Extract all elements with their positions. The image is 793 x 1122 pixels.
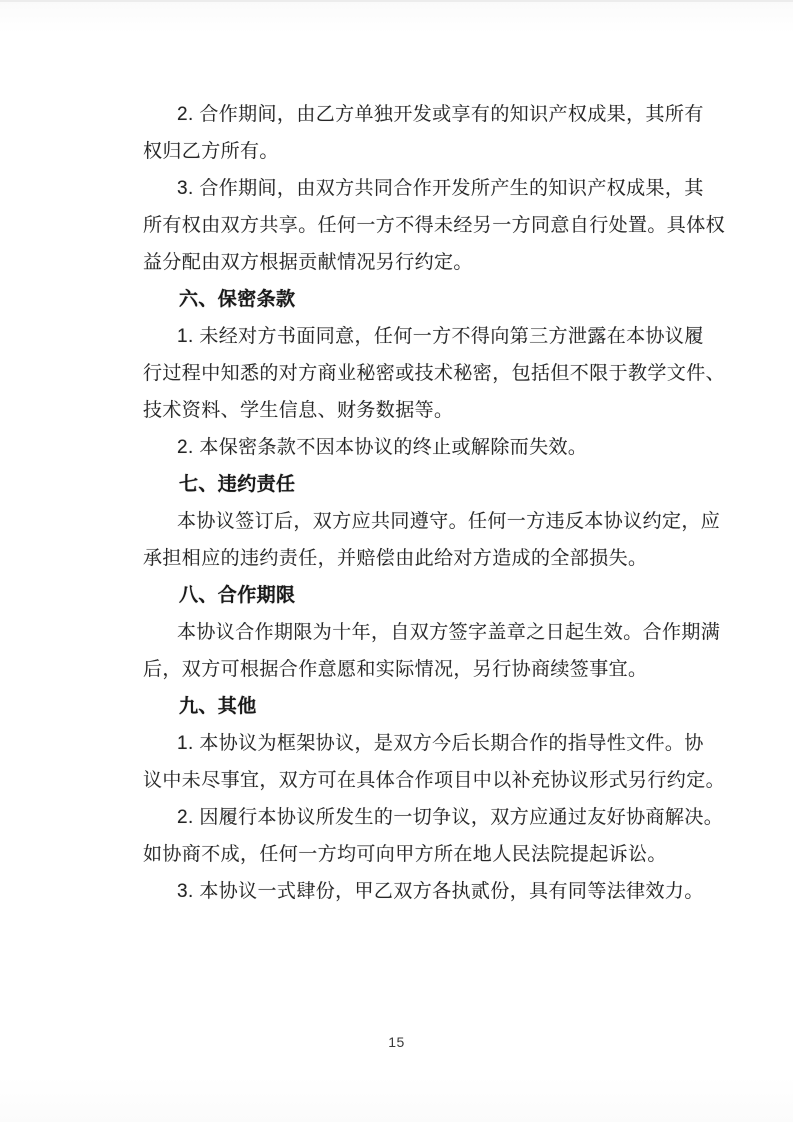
clause-conf-1-line-3: 技术资料、学生信息、财务数据等。 <box>143 400 454 421</box>
clause-breach-line-2: 承担相应的违约责任，并赔偿由此给对方造成的全部损失。 <box>143 548 648 569</box>
clause-ip-2-line-1: 2. 合作期间，由乙方单独开发或享有的知识产权成果，其所有 <box>177 104 704 125</box>
section-heading-breach: 七、违约责任 <box>179 474 296 495</box>
clause-misc-2-line-1: 2. 因履行本协议所发生的一切争议，双方应通过友好协商解决。 <box>177 807 724 828</box>
clause-term-line-2: 后，双方可根据合作意愿和实际情况，另行协商续签事宜。 <box>143 659 648 680</box>
clause-misc-2-line-2: 如协商不成，任何一方均可向甲方所在地人民法院提起诉讼。 <box>143 844 667 865</box>
section-heading-confidentiality: 六、保密条款 <box>179 289 296 310</box>
section-heading-term: 八、合作期限 <box>179 585 296 606</box>
clause-term-line-1: 本协议合作期限为十年，自双方签字盖章之日起生效。合作期满 <box>177 622 721 643</box>
clause-conf-1-line-1: 1. 未经对方书面同意，任何一方不得向第三方泄露在本协议履 <box>177 326 704 347</box>
contract-text <box>143 96 726 910</box>
clause-conf-1-line-2: 行过程中知悉的对方商业秘密或技术秘密，包括但不限于教学文件、 <box>143 363 726 384</box>
clause-ip-3-line-1: 3. 合作期间，由双方共同合作开发所产生的知识产权成果，其 <box>177 178 704 199</box>
clause-ip-3-line-2: 所有权由双方共享。任何一方不得未经另一方同意自行处置。具体权 <box>143 215 726 236</box>
clause-conf-2: 2. 本保密条款不因本协议的终止或解除而失效。 <box>177 437 588 458</box>
clause-ip-3-line-3: 益分配由双方根据贡献情况另行约定。 <box>143 252 473 273</box>
clause-breach-line-1: 本协议签订后，双方应共同遵守。任何一方违反本协议约定，应 <box>177 511 721 532</box>
clause-ip-2-line-2: 权归乙方所有。 <box>143 141 279 162</box>
clause-misc-1-line-2: 议中未尽事宜，双方可在具体合作项目中以补充协议形式另行约定。 <box>143 770 726 791</box>
section-heading-misc: 九、其他 <box>179 696 257 717</box>
clause-misc-3: 3. 本协议一式肆份，甲乙双方各执贰份，具有同等法律效力。 <box>177 881 704 902</box>
clause-misc-1-line-1: 1. 本协议为框架协议，是双方今后长期合作的指导性文件。协 <box>177 733 704 754</box>
page-number: 15 <box>388 1034 405 1050</box>
